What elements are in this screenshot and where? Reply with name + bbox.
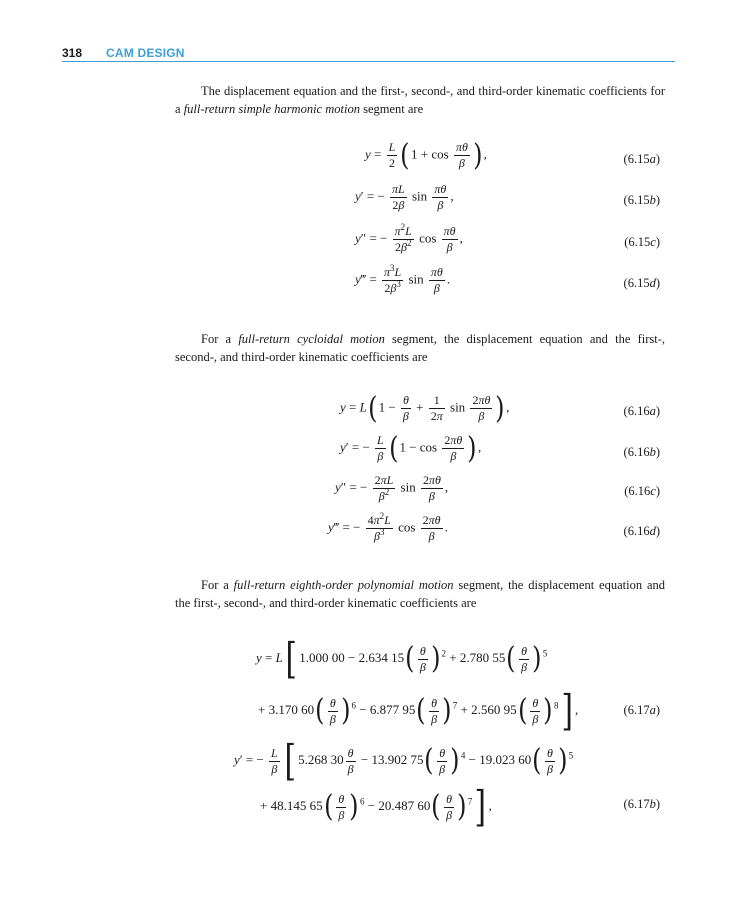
equation-number-6-16a: (6.16a)	[623, 404, 660, 418]
equation-number-6-15b: (6.15b)	[623, 193, 660, 207]
paragraph-1: The displacement equation and the first-, second-, and third-order kinematic coefficients for a full-return simple harmonic motion segment are	[175, 84, 665, 116]
equation-number-6-15c: (6.15c)	[624, 235, 660, 249]
header-rule	[62, 61, 675, 62]
equation-6-15c: y″ = − $\frac{\pi^2L}{2\beta^2}$ cos $\frac{\pi\theta}{\beta}$ ,	[355, 222, 463, 254]
equation-number-6-15a: (6.15a)	[623, 152, 660, 166]
equation-6-16a: y = L(1 − $\frac{\theta}{\beta}$ + $\frac{1}{2\pi}$ sin $\frac{2\pi\theta}{\beta}$ ),	[340, 390, 510, 426]
equation-6-16d: y‴ = − $\frac{4\pi^2L}{\beta^3}$ cos $\frac{2\pi\theta}{\beta}$ .	[328, 511, 448, 543]
equation-6-17b-line-1: y′ = − $\frac{L}{\beta}$ [ 5.268 30 $\frac{\theta}{\beta}$ − 13.902 75( $\frac{\theta}{\beta}$ )$^4$ − 19.023 60( $\frac{\theta}{\beta}$ )$^5$	[234, 736, 574, 785]
equation-number-6-16b: (6.16b)	[623, 445, 660, 459]
equation-6-17b-line-2: + 48.145 65( $\frac{\theta}{\beta}$ )$^6$ − 20.487 60( $\frac{\theta}{\beta}$ )$^7$] ,	[260, 782, 492, 831]
equation-number-6-17a: (6.17a)	[623, 703, 660, 717]
equation-number-6-17b: (6.17b)	[623, 797, 660, 811]
equation-6-17a-line-1: y = L[ 1.000 00 − 2.634 15( $\frac{\theta}{\beta}$ )$^2$ + 2.780 55( $\frac{\theta}{\beta}$ )$^5$	[256, 634, 548, 683]
equation-6-16c: y″ = − $\frac{2\pi L}{\beta^2}$ sin $\frac{2\pi\theta}{\beta}$ ,	[335, 473, 449, 503]
equation-6-16b: y′ = − $\frac{L}{\beta}$ (1 − cos $\frac{2\pi\theta}{\beta}$ ),	[340, 430, 482, 466]
page-number: 318	[62, 46, 83, 60]
paragraph-3: For a full-return eighth-order polynomial motion segment, the displacement equation and the first-, second-, and third-order kinematic coefficients are	[175, 578, 665, 610]
equation-6-15b: y′ = − $\frac{\pi L}{2\beta}$ sin $\frac{\pi\theta}{\beta}$ ,	[355, 182, 454, 212]
equation-6-17a-line-2: + 3.170 60( $\frac{\theta}{\beta}$ )$^6$ − 6.877 95( $\frac{\theta}{\beta}$ )$^7$ + 2.560 95( $\frac{\theta}{\beta}$ )$^8$] ,	[258, 686, 579, 735]
equation-number-6-16c: (6.16c)	[624, 484, 660, 498]
paragraph-2: For a full-return cycloidal motion segment, the displacement equation and the first-, second-, and third-order kinematic coefficients are	[175, 332, 665, 364]
equation-number-6-16d: (6.16d)	[623, 524, 660, 538]
equation-number-6-15d: (6.15d)	[623, 276, 660, 290]
running-head: CAM DESIGN	[106, 46, 185, 60]
equation-6-15d: y‴ = $\frac{\pi^3L}{2\beta^3}$ sin $\frac{\pi\theta}{\beta}$ .	[355, 263, 451, 295]
page-header	[62, 46, 675, 66]
equation-6-15a: y = $\frac{L}{2}$ (1 + cos $\frac{\pi\theta}{\beta}$ ),	[365, 137, 487, 173]
